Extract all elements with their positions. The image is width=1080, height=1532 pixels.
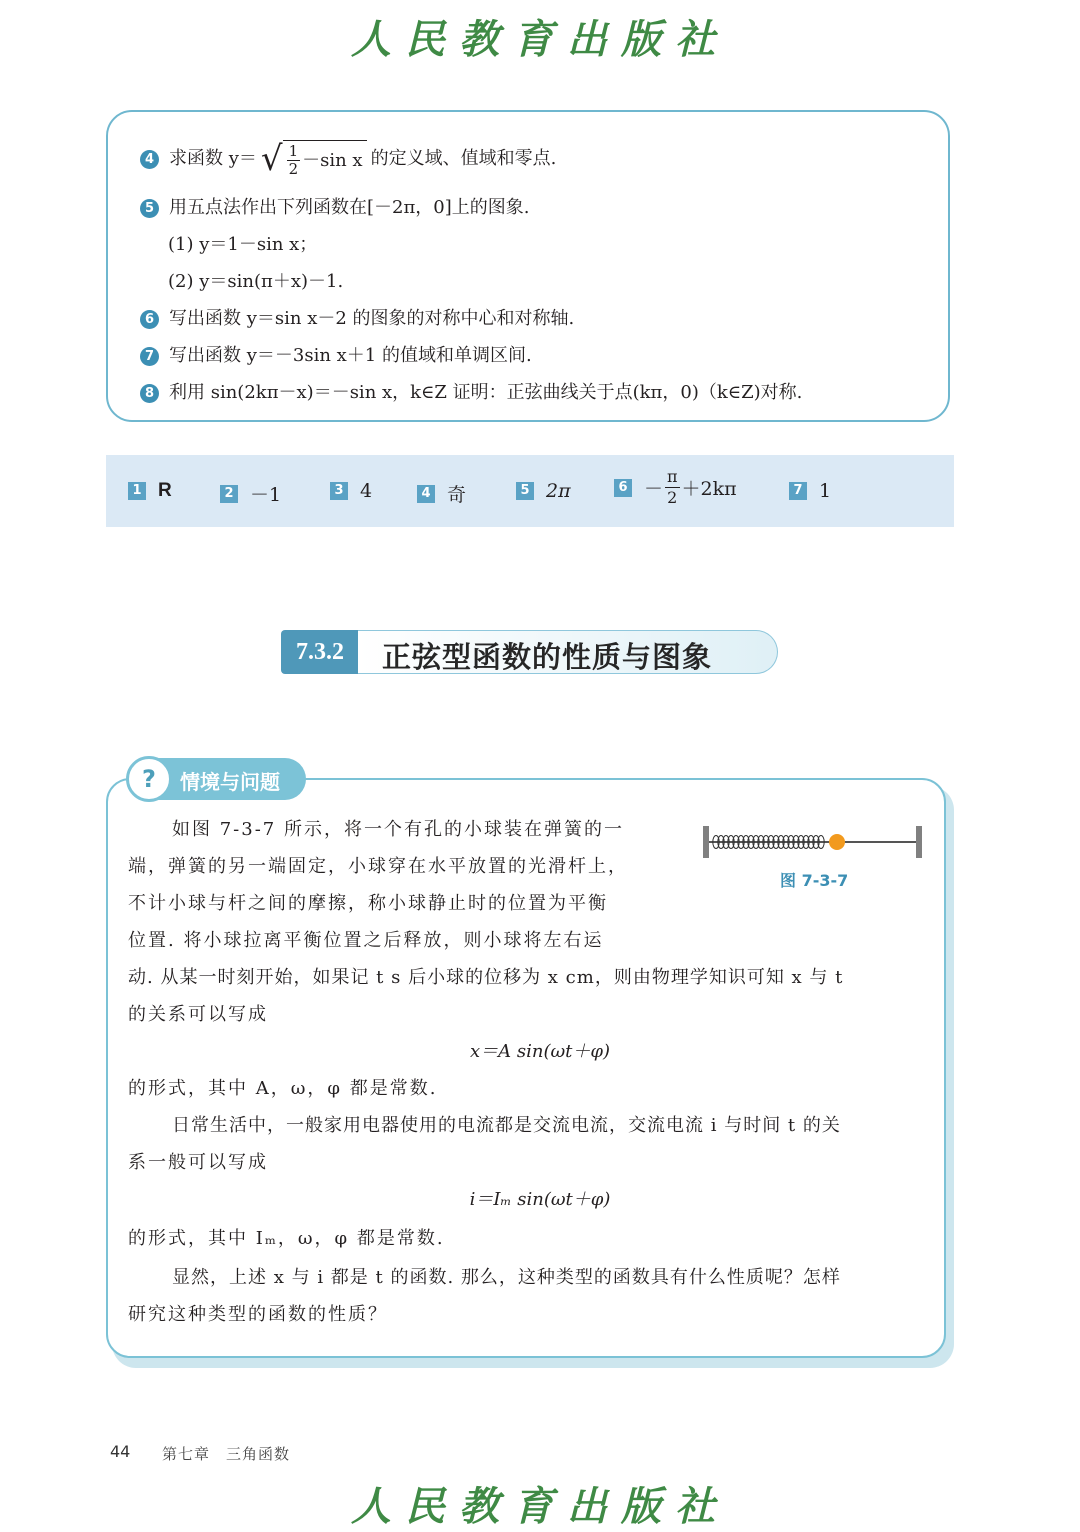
context-text-line: 动. 从某一时刻开始，如果记 t s 后小球的位移为 x cm，则由物理学知识可知 x 与 t: [128, 967, 844, 988]
sqrt-expression: [261, 140, 367, 178]
answer-item: [220, 480, 281, 507]
answer-fraction: [665, 467, 680, 508]
answer-item: [128, 480, 172, 502]
radicand-tail: －sin x: [302, 149, 363, 171]
answer-number: 2: [220, 485, 238, 503]
fraction-numerator: 1: [288, 142, 299, 160]
formula-current: i＝Iₘ sin(ωt＋φ): [469, 1189, 611, 1210]
answer-item: [516, 480, 571, 502]
right-wall: [916, 826, 922, 858]
answer-number: 1: [128, 482, 146, 500]
exercise-number-badge: 5: [140, 199, 159, 218]
publisher-watermark-top: 人民教育出版社: [351, 16, 729, 63]
exercise-6-text: 写出函数 y＝sin x－2 的图象的对称中心和对称轴.: [169, 308, 575, 329]
exercise-4-post: 的定义域、值域和零点.: [370, 148, 557, 169]
answer-item: [417, 480, 466, 507]
answer-value: 1: [819, 480, 832, 502]
context-text-line: 显然，上述 x 与 i 都是 t 的函数. 那么，这种类型的函数具有什么性质呢？怎样: [172, 1267, 841, 1288]
exercise-5: [140, 196, 530, 220]
context-text-line: 日常生活中，一般家用电器使用的电流都是交流电流，交流电流 i 与时间 t 的关: [172, 1115, 841, 1136]
answer-value: －1: [250, 484, 282, 506]
answer-item: [789, 480, 831, 502]
exercise-number-badge: 8: [140, 384, 159, 403]
exercise-number-badge: 6: [140, 310, 159, 329]
answer-value-tail: ＋2kπ: [681, 478, 737, 500]
left-wall: [703, 826, 709, 858]
section-title-bar: [358, 630, 778, 674]
exercise-7: [140, 344, 532, 368]
answer-value: 奇: [447, 484, 467, 506]
fraction-numerator: π: [667, 467, 678, 486]
exercise-7-text: 写出函数 y＝－3sin x＋1 的值域和单调区间.: [169, 345, 532, 366]
exercise-5-part-1: (1) y＝1－sin x；: [168, 234, 318, 255]
question-icon: ?: [126, 756, 172, 802]
answer-value: 2π: [546, 480, 571, 502]
answer-number: 5: [516, 482, 534, 500]
exercise-number-badge: 4: [140, 150, 159, 169]
answer-value: 4: [360, 480, 373, 502]
answer-number: 3: [330, 482, 348, 500]
publisher-watermark-bottom: 人民教育出版社: [351, 1483, 729, 1530]
context-text-line: 的形式，其中 Iₘ，ω，φ 都是常数.: [128, 1228, 445, 1249]
formula-displacement: x＝A sin(ωt＋φ): [469, 1041, 611, 1062]
answer-item: [330, 480, 372, 502]
context-tab-label: 情境与问题: [180, 770, 280, 794]
fraction-denominator: 2: [667, 488, 678, 507]
context-text-line: 不计小球与杆之间的摩擦，称小球静止时的位置为平衡: [128, 893, 608, 914]
answer-item: [614, 467, 737, 508]
context-text-line: 研究这种类型的函数的性质？: [128, 1304, 388, 1325]
exercise-number-badge: 7: [140, 347, 159, 366]
section-title: 正弦型函数的性质与图象: [382, 640, 713, 674]
exercise-4-pre: 求函数 y＝: [169, 148, 257, 169]
page-number: 44: [110, 1442, 131, 1461]
exercise-8: [140, 381, 802, 405]
answer-value: R: [158, 480, 172, 501]
ball-icon: [829, 834, 845, 850]
answer-number: 7: [789, 482, 807, 500]
answer-number: 6: [614, 479, 632, 497]
section-number: 7.3.2: [281, 630, 359, 674]
sqrt-icon: √: [260, 139, 283, 179]
exercise-8-text: 利用 sin(2kπ－x)＝－sin x，k∈Z 证明：正弦曲线关于点(kπ，0)（k∈Z)对称.: [169, 382, 803, 403]
context-text-line: 位置. 将小球拉离平衡位置之后释放，则小球将左右运: [128, 930, 604, 951]
exercise-box: [106, 110, 950, 422]
context-text-line: 的形式，其中 A，ω，φ 都是常数.: [128, 1078, 438, 1099]
fraction: [287, 143, 301, 178]
context-text-line: 如图 7-3-7 所示，将一个有孔的小球装在弹簧的一: [172, 819, 624, 840]
exercise-4: [140, 140, 556, 178]
exercise-6: [140, 307, 574, 331]
context-text-line: 的关系可以写成: [128, 1004, 268, 1025]
exercise-5-part-2: (2) y＝sin(π＋x)－1.: [168, 271, 344, 292]
context-text-line: 系一般可以写成: [128, 1152, 268, 1173]
chapter-title: 第七章 三角函数: [162, 1445, 291, 1463]
figure-caption: 图 7-3-7: [780, 871, 849, 890]
answer-strip: [106, 455, 954, 527]
answer-number: 4: [417, 485, 435, 503]
spring-ball-figure: [700, 822, 926, 862]
answer-value-sign: －: [644, 478, 664, 500]
context-text-line: 端，弹簧的另一端固定，小球穿在水平放置的光滑杆上，: [128, 856, 628, 877]
exercise-5-text: 用五点法作出下列函数在[－2π，0]上的图象.: [169, 197, 530, 218]
fraction-denominator: 2: [288, 160, 299, 178]
